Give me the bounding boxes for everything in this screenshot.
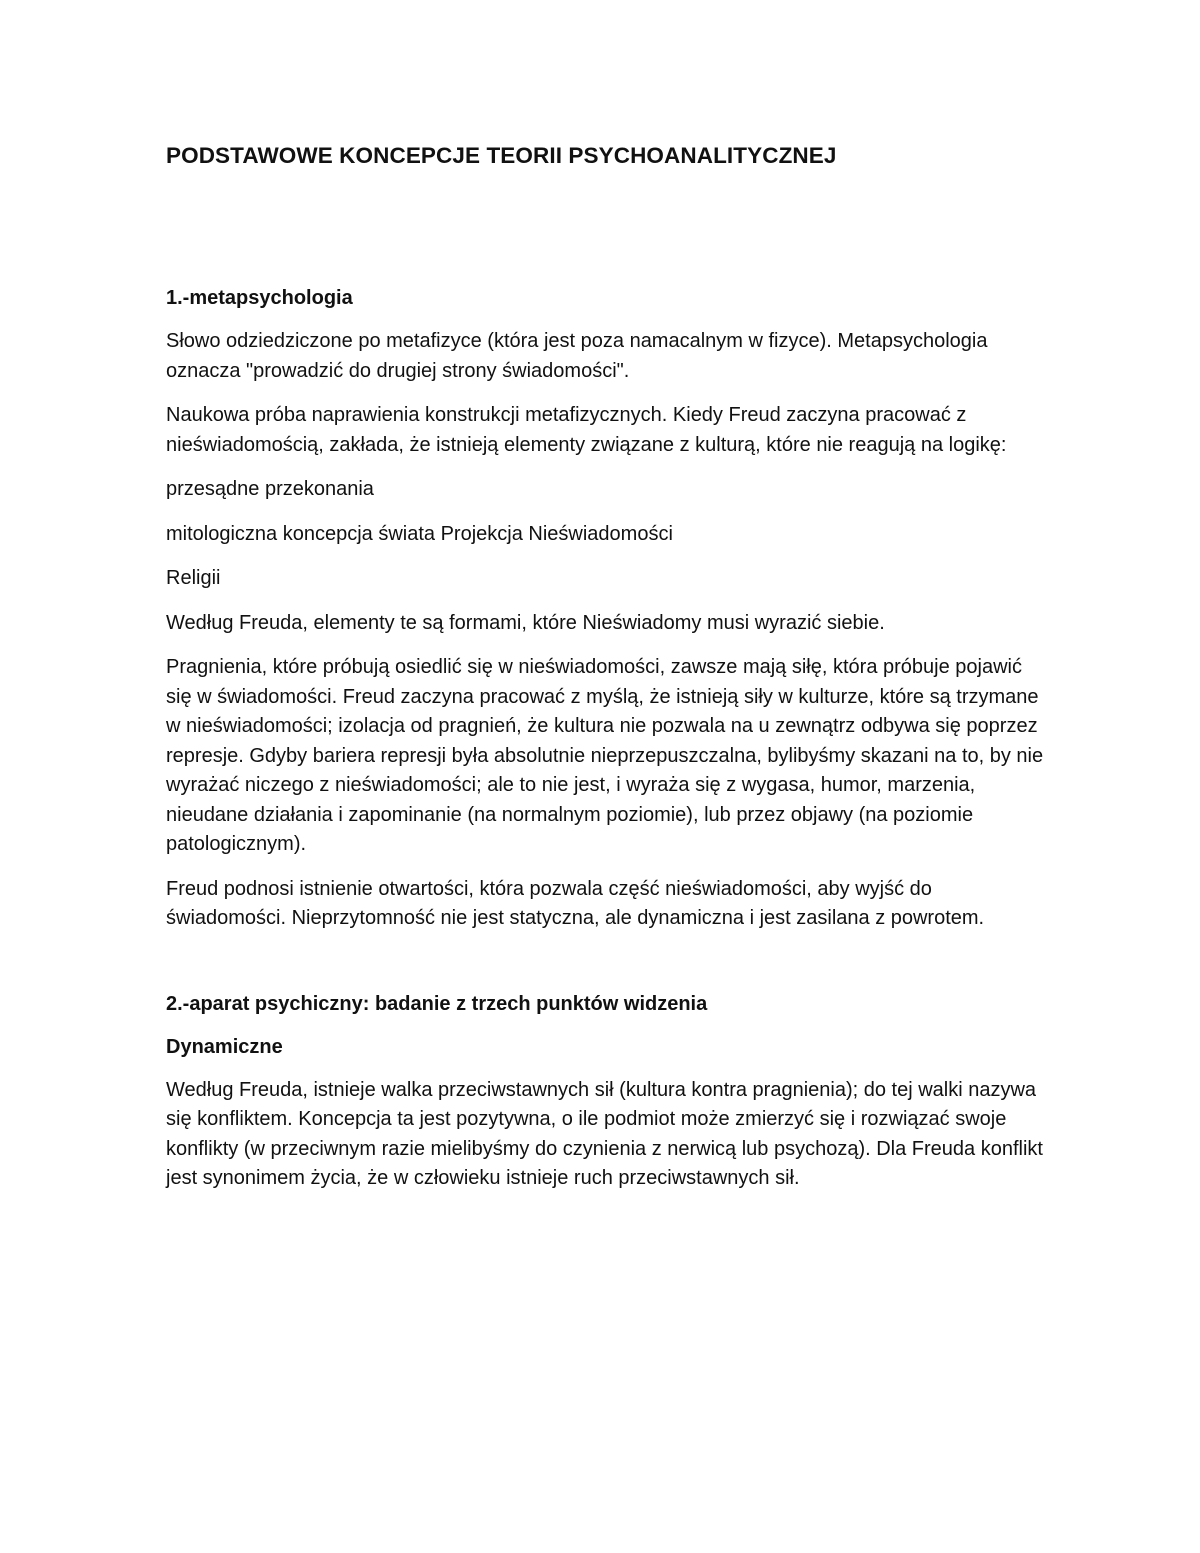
section-heading-aparat-psychiczny: 2.-aparat psychiczny: badanie z trzech punktów widzenia [166,992,708,1015]
paragraph: Słowo odziedziczone po metafizyce (która jest poza namacalnym w fizyce). Metapsychologia oznacza "prowadzić do drugiej strony świadomości". [166,330,988,382]
paragraph: Naukowa próba naprawienia konstrukcji metafizycznych. Kiedy Freud zaczyna pracować z nieświadomością, zakłada, że istnieją elementy związane z kulturą, które nie reagują na logikę: [166,404,1007,456]
paragraph: Według Freuda, istnieje walka przeciwstawnych sił (kultura kontra pragnienia); do tej walki nazywa się konfliktem. Koncepcja ta jest pozytywna, o ile podmiot może zmierzyć się i rozwiązać swoje konflikty (w przeciwnym razie mielibyśmy do czynienia z nerwicą lub psychozą). Dla Freuda konflikt jest synonimem życia, że w człowieku istnieje ruch przeciwstawnych sił. [166,1078,1043,1189]
paragraph: Religii [166,567,221,589]
document-title: PODSTAWOWE KONCEPCJE TEORII PSYCHOANALITYCZNEJ [166,143,837,168]
paragraph: Pragnienia, które próbują osiedlić się w nieświadomości, zawsze mają siłę, która próbuje pojawić się w świadomości. Freud zaczyna pracować z myślą, że istnieją siły w kulturze, które są trzymane w nieświadomości; izolacja od pragnień, że kultura nie pozwala na u zewnątrz odbywa się poprzez represje. Gdyby bariera represji była absolutnie nieprzepuszczalna, bylibyśmy skazani na to, by nie wyrażać niczego z nieświadomości; ale to nie jest, i wyraża się z wygasa, humor, marzenia, nieudane działania i zapominanie (na normalnym poziomie), lub przez objawy (na poziomie patologicznym). [166,656,1044,855]
document-body [166,141,1046,1194]
subheading-dynamiczne: Dynamiczne [166,1035,283,1058]
paragraph: Według Freuda, elementy te są formami, które Nieświadomy musi wyrazić siebie. [166,611,885,634]
paragraph: mitologiczna koncepcja świata Projekcja Nieświadomości [166,522,673,545]
paragraph: Freud podnosi istnienie otwartości, która pozwala część nieświadomości, aby wyjść do świadomości. Nieprzytomność nie jest statyczna, ale dynamiczna i jest zasilana z powrotem. [166,877,985,929]
paragraph: przesądne przekonania [166,478,374,500]
section-heading-metapsychologia: 1.-metapsychologia [166,287,353,309]
